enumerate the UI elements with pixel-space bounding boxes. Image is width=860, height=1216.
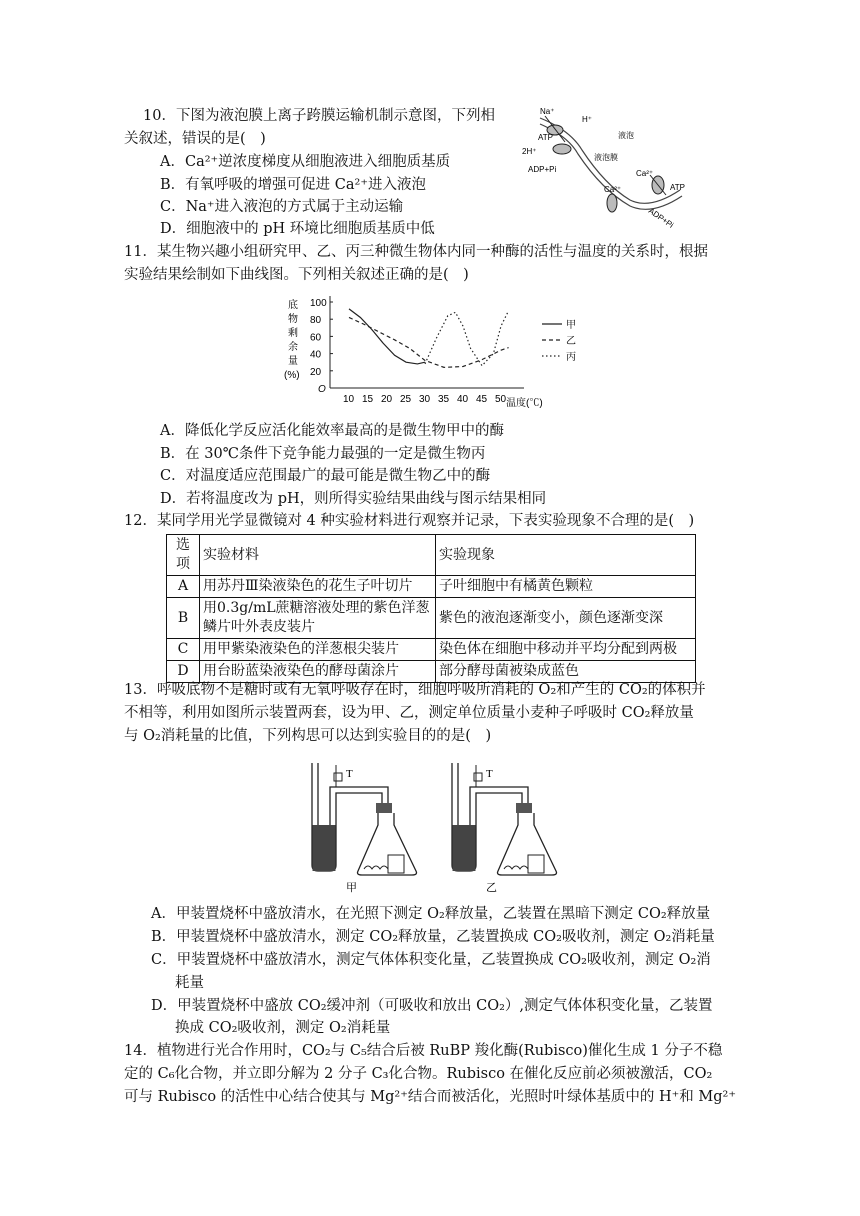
valve xyxy=(334,773,342,781)
legend-label-2: 乙 xyxy=(566,336,576,347)
y-label-char: 余 xyxy=(288,342,298,353)
valve-label-yi: T xyxy=(486,768,493,780)
x-tick-label: 15 xyxy=(362,394,374,405)
ca-channel xyxy=(607,194,617,212)
valve xyxy=(474,773,482,781)
beaker xyxy=(528,855,544,873)
y-tick-label: 40 xyxy=(310,349,322,361)
ca-label-2: Ca²⁺ xyxy=(636,169,654,178)
q14-line2: 定的 C₆化合物，并立即分解为 2 分子 C₃化合物。Rubisco 在催化反应前必须被激活，CO₂ xyxy=(124,1066,713,1082)
header-result: 实验现象 xyxy=(436,535,696,576)
table-row xyxy=(167,639,696,661)
row-option: B xyxy=(167,598,200,639)
row-option: D xyxy=(167,661,200,683)
table-header-row xyxy=(167,535,696,576)
x-tick-label: 45 xyxy=(476,394,488,405)
table-row xyxy=(167,576,696,598)
q11-stem-line2: 实验结果绘制如下曲线图。下列相关叙述正确的是( ) xyxy=(124,267,469,283)
row-result: 部分酵母菌被染成蓝色 xyxy=(436,661,696,683)
seeds xyxy=(364,866,388,869)
manometer-liquid xyxy=(453,825,476,871)
enzyme-activity-chart xyxy=(280,288,590,416)
x-tick-label: 30 xyxy=(419,394,431,405)
row-material: 用台盼蓝染液染色的酵母菌涂片 xyxy=(200,661,436,683)
origin-label: O xyxy=(318,384,326,395)
row-material: 用苏丹Ⅲ染液染色的花生子叶切片 xyxy=(200,576,436,598)
seeds xyxy=(504,866,528,869)
apparatus-yi xyxy=(452,763,557,875)
y-label-char: 量 xyxy=(288,356,298,367)
valve-label-jia: T xyxy=(346,768,353,780)
header-material: 实验材料 xyxy=(200,535,436,576)
q13-stem-line2: 不相等，利用如图所示装置两套，设为甲、乙，测定单位质量小麦种子呼吸时 CO₂释放量 xyxy=(124,705,694,721)
row-result: 紫色的液泡逐渐变小，颜色逐渐变深 xyxy=(436,598,696,639)
x-tick-label: 10 xyxy=(343,394,355,405)
vacuole-membrane-diagram xyxy=(510,100,710,240)
row-result: 染色体在细胞中移动并平均分配到两极 xyxy=(436,639,696,661)
q14-line3: 可与 Rubisco 的活性中心结合使其与 Mg²⁺结合而被活化，光照时叶绿体基质中的 H⁺和 Mg²⁺ xyxy=(124,1089,736,1105)
q10-option-d: D．细胞液中的 pH 环境比细胞质基质中低 xyxy=(160,221,435,237)
q10-stem-line2: 关叙述，错误的是( ) xyxy=(124,131,266,147)
h-label: H⁺ xyxy=(582,115,592,124)
table-row xyxy=(167,598,696,639)
x-tick-label: 35 xyxy=(438,394,450,405)
respiration-apparatus-diagram xyxy=(300,755,570,895)
adp-label-2: ADP+Pi xyxy=(646,206,676,230)
q13-stem-line3: 与 O₂消耗量的比值，下列构思可以达到实验目的的是( ) xyxy=(124,728,492,744)
row-result: 子叶细胞中有橘黄色颗粒 xyxy=(436,576,696,598)
q13-option-b: B．甲装置烧杯中盛放清水，测定 CO₂释放量，乙装置换成 CO₂吸收剂，测定 O₂消耗量 xyxy=(151,929,715,945)
q11-option-b: B．在 30℃条件下竞争能力最强的一定是微生物丙 xyxy=(160,446,486,462)
q10-option-a: A．Ca²⁺逆浓度梯度从细胞液进入细胞质基质 xyxy=(160,154,451,170)
y-tick-label: 100 xyxy=(310,298,327,309)
series-line-2 xyxy=(349,317,509,367)
y-label-char: 剩 xyxy=(288,328,298,339)
row-option: A xyxy=(167,576,200,598)
q13-stem-line1: 13．呼吸底物不是糖时或有无氧呼吸存在时，细胞呼吸所消耗的 O₂和产生的 CO₂的体积并 xyxy=(124,682,706,698)
membrane-label: 液泡膜 xyxy=(594,153,618,162)
row-material: 用0.3g/mL蔗糖溶液处理的紫色洋葱鳞片叶外表皮装片 xyxy=(200,598,436,639)
q13-option-d-line1: D．甲装置烧杯中盛放 CO₂缓冲剂（可吸收和放出 CO₂）,测定气体体积变化量，乙装置 xyxy=(151,998,713,1014)
q13-option-d-line2: 换成 CO₂吸收剂，测定 O₂消耗量 xyxy=(175,1020,391,1036)
q11-stem-line1: 11．某生物兴趣小组研究甲、乙、丙三种微生物体内同一种酶的活性与温度的关系时，根据 xyxy=(124,244,708,260)
flask xyxy=(498,813,557,875)
series-line-3 xyxy=(425,311,509,366)
label-yi: 乙 xyxy=(486,882,497,894)
q13-option-a: A．甲装置烧杯中盛放清水，在光照下测定 O₂释放量，乙装置在黑暗下测定 CO₂释放量 xyxy=(151,906,711,922)
beaker xyxy=(388,855,404,873)
stopper xyxy=(376,803,392,813)
ca-label-1: Ca²⁺ xyxy=(604,185,622,194)
y-label-char: 物 xyxy=(288,314,298,325)
q11-option-a: A．降低化学反应活化能效率最高的是微生物甲中的酶 xyxy=(160,423,504,439)
apparatus-jia xyxy=(312,763,417,875)
q12-table xyxy=(166,534,696,683)
header-option: 选项 xyxy=(167,535,200,576)
legend-label-3: 丙 xyxy=(566,352,576,363)
q13-option-c-line2: 耗量 xyxy=(175,975,204,991)
x-tick-label: 40 xyxy=(457,394,469,405)
q10-option-c: C．Na⁺进入液泡的方式属于主动运输 xyxy=(160,199,404,215)
x-label: 温度(℃) xyxy=(506,398,543,409)
x-tick-label: 25 xyxy=(400,394,412,405)
q12-stem: 12．某同学用光学显微镜对 4 种实验材料进行观察并记录，下表实验现象不合理的是( ) xyxy=(124,513,695,529)
q13-option-c-line1: C．甲装置烧杯中盛放清水，测定气体体积变化量，乙装置换成 CO₂吸收剂，测定 O₂消 xyxy=(151,952,711,968)
y-tick-label: 60 xyxy=(310,332,322,344)
x-tick-label: 50 xyxy=(495,394,507,405)
atp-label-2: ATP xyxy=(670,183,685,192)
row-material: 用甲紫染液染色的洋葱根尖装片 xyxy=(200,639,436,661)
vacuole-label: 液泡 xyxy=(618,131,634,140)
y-label-char: 底 xyxy=(288,300,298,311)
flask xyxy=(358,813,417,875)
y-tick-label: 80 xyxy=(310,315,322,327)
q10-option-b: B．有氧呼吸的增强可促进 Ca²⁺进入液泡 xyxy=(160,177,426,193)
legend-label-1: 甲 xyxy=(566,320,576,331)
row-option: C xyxy=(167,639,200,661)
x-tick-label: 20 xyxy=(381,394,393,405)
q14-line1: 14．植物进行光合作用时，CO₂与 C₅结合后被 RuBP 羧化酶(Rubisco)催化生成 1 分子不稳 xyxy=(124,1043,723,1059)
y-tick-label: 20 xyxy=(310,366,322,378)
q10-stem-line1: 10．下图为液泡膜上离子跨膜运输机制示意图，下列相 xyxy=(143,108,495,124)
atp-label: ATP xyxy=(538,133,553,142)
proton-pump xyxy=(553,144,571,154)
y-label-unit: (%) xyxy=(284,370,300,381)
q11-option-d: D．若将温度改为 pH，则所得实验结果曲线与图示结果相同 xyxy=(160,491,547,507)
label-jia: 甲 xyxy=(346,882,357,894)
adp-label: ADP+Pi xyxy=(528,165,557,174)
two-h-label: 2H⁺ xyxy=(522,147,537,156)
na-label: Na⁺ xyxy=(540,107,555,116)
q11-option-c: C．对温度适应范围最广的最可能是微生物乙中的酶 xyxy=(160,468,491,484)
manometer-liquid xyxy=(313,825,336,871)
stopper xyxy=(516,803,532,813)
